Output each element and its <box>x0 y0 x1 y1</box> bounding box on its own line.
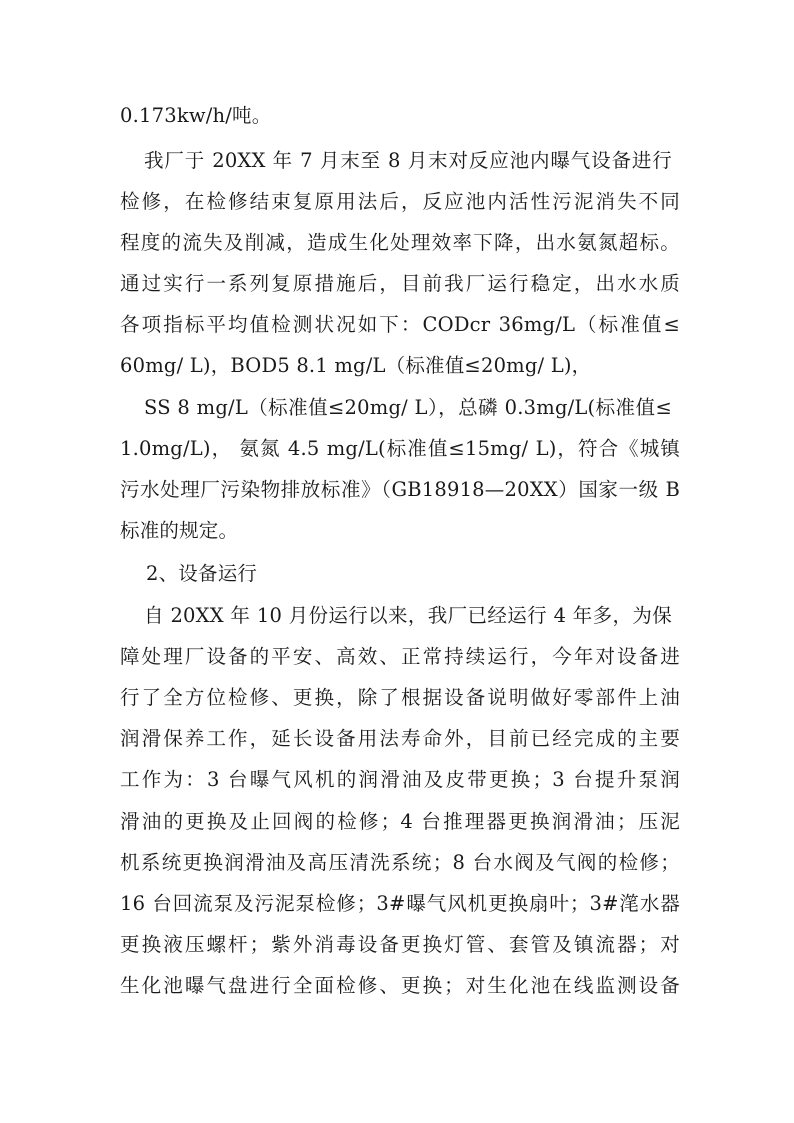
paragraph-line: 工作为：3 台曝气风机的润滑油及皮带更换；3 台提升泵润 <box>120 768 680 791</box>
paragraph-line: 障处理厂设备的平安、高效、正常持续运行，今年对设备进 <box>120 645 680 668</box>
paragraph-line: 检修，在检修结束复原用法后，反应池内活性污泥消失不同 <box>120 190 680 213</box>
paragraph-line: 更换液压螺杆；紫外消毒设备更换灯管、套管及镇流器；对 <box>120 933 680 956</box>
paragraph-line: 润滑保养工作，延长设备用法寿命外，目前已经完成的主要 <box>120 727 680 750</box>
paragraph-line: 行了全方位检修、更换，除了根据设备说明做好零部件上油 <box>120 686 680 709</box>
paragraph-line: 生化池曝气盘进行全面检修、更换；对生化池在线监测设备 <box>120 974 680 997</box>
paragraph-line: 16 台回流泵及污泥泵检修；3#曝气风机更换扇叶；3#滗水器 <box>120 892 680 915</box>
paragraph-line: 污水处理厂污染物排放标准》（GB18918—20XX）国家一级 B <box>120 478 680 501</box>
paragraph-line: 机系统更换润滑油及高压清洗系统；8 台水阀及气阀的检修； <box>120 851 680 874</box>
paragraph-line: 我厂于 20XX 年 7 月末至 8 月末对反应池内曝气设备进行 <box>144 149 672 172</box>
paragraph-line: 1.0mg/L)， 氨氮 4.5 mg/L(标准值≤15mg/ L)，符合《城镇 <box>120 437 680 460</box>
paragraph-line: 标准的规定。 <box>120 519 239 542</box>
section-heading: 2、设备运行 <box>146 562 258 585</box>
paragraph-line: SS 8 mg/L（标准值≤20mg/ L），总磷 0.3mg/L(标准值≤ <box>144 396 672 419</box>
text-line: 0.173kw/h/吨。 <box>120 104 272 127</box>
paragraph-line: 滑油的更换及止回阀的检修；4 台推理器更换润滑油；压泥 <box>120 810 680 833</box>
paragraph-line: 各项指标平均值检测状况如下：CODcr 36mg/L（标准值≤ <box>120 313 680 336</box>
paragraph-line: 通过实行一系列复原措施后，目前我厂运行稳定，出水水质 <box>120 272 680 295</box>
paragraph-line: 自 20XX 年 10 月份运行以来，我厂已经运行 4 年多，为保 <box>144 604 672 627</box>
paragraph-line: 60mg/ L)，BOD5 8.1 mg/L（标准值≤20mg/ L)， <box>120 354 592 377</box>
paragraph-line: 程度的流失及削减，造成生化处理效率下降，出水氨氮超标。 <box>120 231 680 254</box>
